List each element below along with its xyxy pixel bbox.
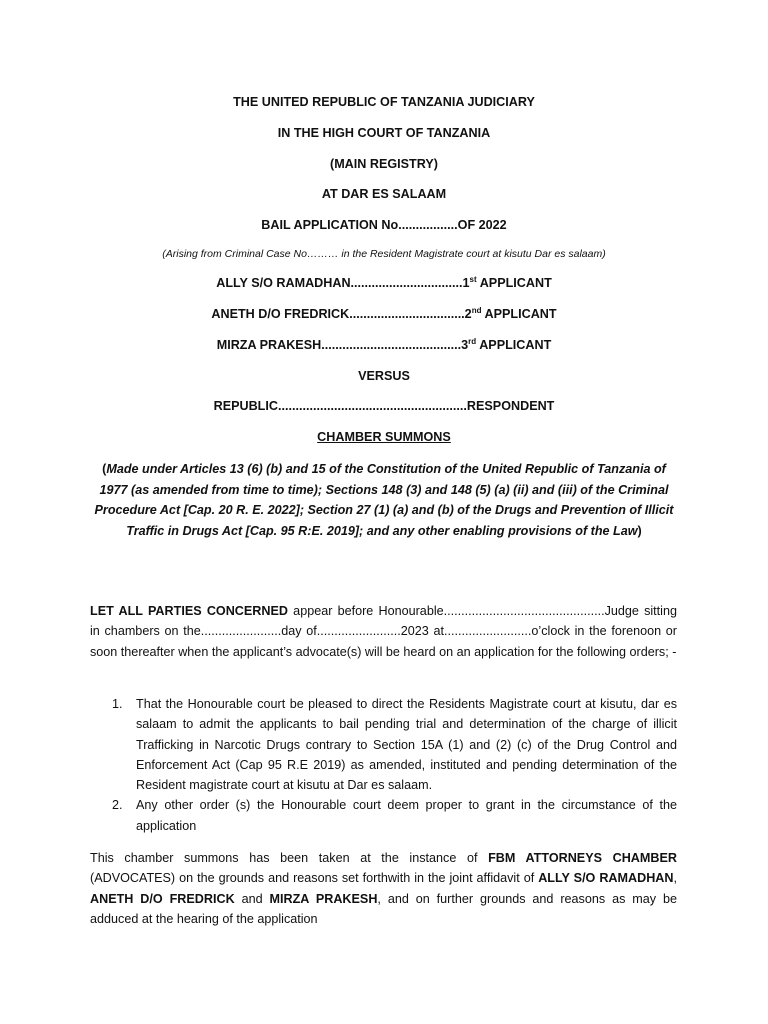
closing-text-1: This chamber summons has been taken at the instance of xyxy=(90,851,489,865)
header-registry: (MAIN REGISTRY) xyxy=(330,157,438,171)
orders-list xyxy=(90,694,677,836)
enabling-provisions xyxy=(88,459,680,541)
list-item xyxy=(90,694,677,795)
closing-text-5: , and on further grounds and reasons as may be adduced at the hearing of the application xyxy=(90,891,677,926)
header-location: AT DAR ES SALAAM xyxy=(321,187,447,201)
applicant-1-role: APPLICANT xyxy=(476,276,552,290)
enabling-provisions-text: Made under Articles 13 (6) (b) and 15 of the Constitution of the United Republic of Tanzania of 1977 (as amended from time to time); Sections 148 (3) and 148 (5) (a) (ii) and (iii) of the Criminal Procedure Act [Cap. 20 R. E. 2022]; Section 27 (1) (a) and (b) of the Drugs and Prevention of Illicit Traffic in Drugs Act [Cap. 95 R:E. 2019]; and any other enabling provisions of the Law xyxy=(94,462,674,538)
applicant-2-role: APPLICANT xyxy=(481,307,557,321)
applicant-2 xyxy=(0,307,768,321)
order-text: Any other order (s) the Honourable court deem proper to grant in the circumstance of the application xyxy=(136,798,677,833)
open-paren: ( xyxy=(102,462,107,476)
notice-text: appear before Honourable..............................................Judge sitting in chambers on the.......................day of........................2023 at.........................o’clock in the forenoon or soon thereafter when the applicant’s advocate(s) will be heard on an application for the following orders; - xyxy=(90,604,677,659)
applicant-1-ordinal: st xyxy=(469,274,477,284)
order-number: 1. xyxy=(112,697,123,711)
closing-paragraph xyxy=(90,848,677,929)
party-name-2: ANETH D/O FREDRICK xyxy=(90,891,235,906)
applicant-3-ordinal: rd xyxy=(468,336,477,346)
closing-text-2: (ADVOCATES) on the grounds and reasons set forthwith in the joint affidavit of xyxy=(90,871,539,886)
bail-application-number: BAIL APPLICATION No.................OF 2022 xyxy=(261,218,507,232)
party-name-3: MIRZA PRAKESH xyxy=(269,891,378,906)
header-republic: THE UNITED REPUBLIC OF TANZANIA JUDICIARY xyxy=(233,95,535,109)
versus-label: VERSUS xyxy=(358,369,410,383)
firm-name: FBM ATTORNEYS CHAMBER xyxy=(488,851,677,865)
applicant-3-role: APPLICANT xyxy=(476,338,552,352)
applicant-1-name: ALLY S/O RAMADHAN................................1 xyxy=(216,276,470,290)
applicant-2-ordinal: nd xyxy=(471,305,482,315)
applicant-2-name: ANETH D/O FREDRICK.................................2 xyxy=(211,307,472,321)
notice-bold-lead: LET ALL PARTIES CONCERNED xyxy=(90,604,288,618)
order-number: 2. xyxy=(112,798,123,813)
closing-text-3: , xyxy=(673,871,677,886)
notice-paragraph xyxy=(90,601,677,662)
header-court: IN THE HIGH COURT OF TANZANIA xyxy=(277,126,491,140)
order-text: That the Honourable court be pleased to direct the Residents Magistrate court at kisutu, dar es salaam to admit the applicants to bail pending trial and determination of the charge of illicit Trafficking in Narcotic Drugs contrary to Section 15A (1) and (2) (c) of the Drug Control and Enforcement Act (Cap 95 R.E 2019) as amended, instituted and pending determination of the Resident magistrate court at kisutu at Dar es salaam. xyxy=(136,697,677,793)
applicant-1 xyxy=(0,276,768,290)
applicant-3 xyxy=(0,338,768,352)
closing-text-4: and xyxy=(234,891,270,906)
close-paren: ) xyxy=(637,523,642,538)
applicant-3-name: MIRZA PRAKESH........................................3 xyxy=(216,338,469,352)
respondent: REPUBLIC......................................................RESPONDENT xyxy=(213,399,555,413)
arising-from-note: (Arising from Criminal Case No……… in the Resident Magistrate court at kisutu Dar es salaam) xyxy=(162,248,606,260)
chamber-summons-title: CHAMBER SUMMONS xyxy=(317,430,451,444)
party-name-1: ALLY S/O RAMADHAN xyxy=(538,871,674,886)
list-item xyxy=(90,795,677,836)
